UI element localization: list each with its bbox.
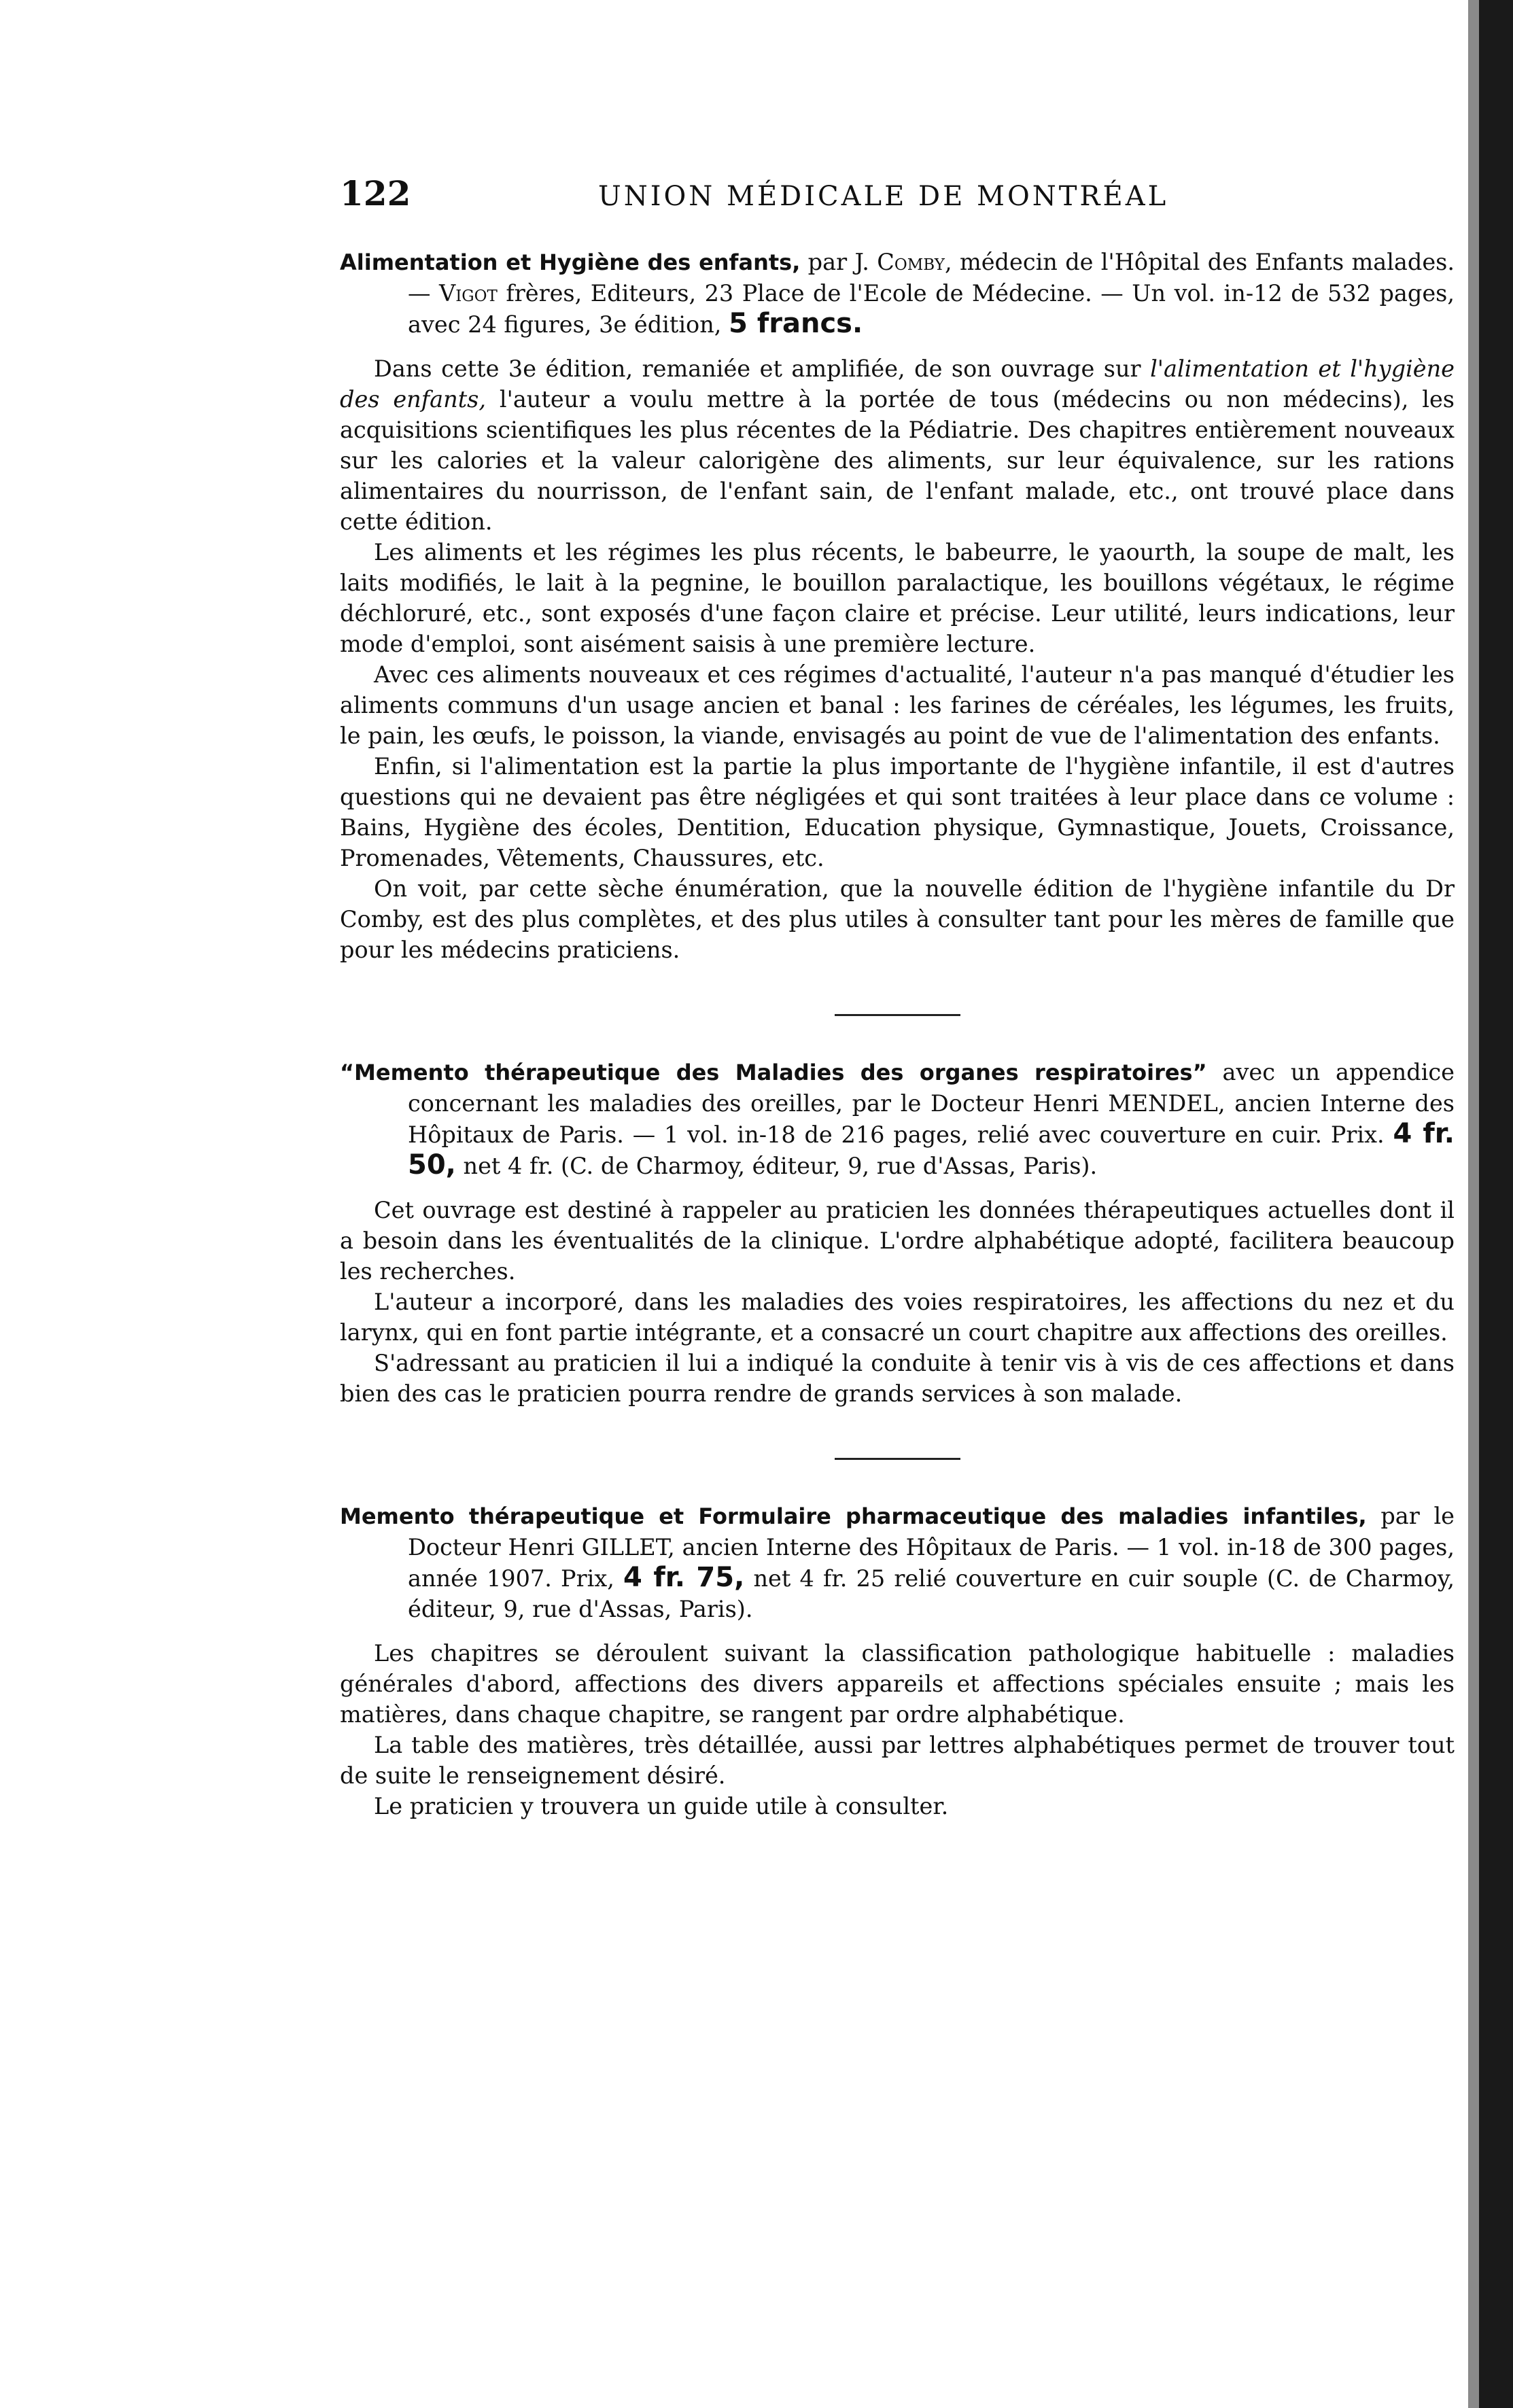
author-name: GILLET [581, 1534, 668, 1560]
review-paragraph: On voit, par cette sèche énumération, que la nouvelle édition de l'hygiène infantile du Dr Comby, est des plus complètes, et des plus utiles à consulter tant pour les mères de famille que pour les médecins praticiens. [340, 875, 1455, 963]
book-spine-edge [1468, 0, 1479, 2408]
journal-page [340, 173, 1455, 1821]
review-paragraph: Les chapitres se déroulent suivant la classification pathologique habituelle : maladies générales d'abord, affections des divers appareils et affections spéciales ensuite ; mais les matières, dans chaque chapitre, se rangent par ordre alphabétique. [340, 1640, 1455, 1728]
review-paragraph: Enfin, si l'alimentation est la partie la plus importante de l'hygiène infantile, il est d'autres questions qui ne devaient pas être négligées et qui sont traitées à leur place dans ce volume : Bains, Hygiène des écoles, Dentition, Education physique, Gymnastique, Jouets, Croissance, Promenades, Vêtements, Chaussures, etc. [340, 753, 1455, 871]
review-paragraph: Cet ouvrage est destiné à rappeler au praticien les données thérapeutiques actuelles dont il a besoin dans les éventualités de la clinique. L'ordre alphabétique adopté, facilitera beaucoup les recherches. [340, 1197, 1455, 1285]
review-paragraph: L'auteur a incorporé, dans les maladies des voies respiratoires, les affections du nez et du larynx, qui en font partie intégrante, et a consacré un court chapitre aux affections des oreilles. [340, 1289, 1455, 1346]
book-price: 4 fr. 75, [623, 1562, 745, 1593]
author-name: MENDEL [1108, 1090, 1218, 1117]
book-spine-shadow [1479, 0, 1513, 2408]
review-paragraph: Le praticien y trouvera un guide utile à consulter. [374, 1793, 949, 1819]
book-price: 5 francs. [729, 308, 863, 339]
review-citation: Alimentation et Hygiène des enfants, par J. Comby, médecin de l'Hôpital des Enfants malades. — Vigot frères, Editeurs, 23 Place de l'Ecole de Médecine. — Un vol. in-12 de 532 pages, avec 24 figures, 3e édition, 5 francs. [340, 249, 1455, 339]
review-paragraph: Dans cette 3e édition, remaniée et amplifiée, de son ouvrage sur l'alimentation et l'hygiène des enfants, l'auteur a voulu mettre à la portée de tous (médecins ou non médecins), les acquisitions scientifiques les plus récentes de la Pédiatrie. Des chapitres entièrement nouveaux sur les calories et la valeur calorigène des aliments, sur leur équivalence, sur les rations alimentaires du nourrisson, de l'enfant sain, de l'enfant malade, etc., ont trouvé place dans cette édition. [340, 355, 1455, 535]
review-paragraph: La table des matières, très détaillée, aussi par lettres alphabétiques permet de trouver tout de suite le renseignement désiré. [340, 1732, 1455, 1789]
page-header [340, 173, 1455, 234]
review-paragraph: Les aliments et les régimes les plus récents, le babeurre, le yaourth, la soupe de malt, les laits modifiés, le lait à la pegnine, le bouillon paralactique, les bouillons végétaux, le régime déchloruré, etc., sont exposés d'une façon claire et précise. Leur utilité, leurs indications, leur mode d'emploi, sont aisément saisis à une première lecture. [340, 539, 1455, 657]
publisher-name: Vigot [439, 280, 498, 307]
book-title: Memento thérapeutique et Formulaire pharmaceutique des maladies infantiles, [340, 1503, 1367, 1529]
author-name: Comby [877, 249, 945, 275]
italic-book-reference: l'alimentation et l'hygiène des enfants, [340, 355, 1455, 413]
section-divider [835, 1458, 960, 1460]
review-citation: “Memento thérapeutique des Maladies des organes respiratoires” avec un appendice concernant les maladies des oreilles, par le Docteur Henri MENDEL, ancien Interne des Hôpitaux de Paris. — 1 vol. in-18 de 216 pages, relié avec couverture en cuir. Prix. 4 fr. 50, net 4 fr. (C. de Charmoy, éditeur, 9, rue d'Assas, Paris). [340, 1059, 1455, 1181]
review-citation: Memento thérapeutique et Formulaire pharmaceutique des maladies infantiles, par le Docteur Henri GILLET, ancien Interne des Hôpitaux de Paris. — 1 vol. in-18 de 300 pages, année 1907. Prix, 4 fr. 75, net 4 fr. 25 relié couverture en cuir souple (C. de Charmoy, éditeur, 9, rue d'Assas, Paris). [340, 1503, 1455, 1622]
book-review-memento-infantiles [340, 1501, 1455, 1821]
book-price: 4 fr. 50, [408, 1118, 1455, 1181]
book-title: Alimentation et Hygiène des enfants, [340, 249, 801, 275]
review-paragraph: S'adressant au praticien il lui a indiqué la conduite à tenir vis à vis de ces affections et dans bien des cas le praticien pourra rendre de grands services à son malade. [340, 1350, 1455, 1407]
book-review-alimentation [340, 247, 1455, 965]
page-number: 122 [340, 173, 411, 213]
book-title: “Memento thérapeutique des Maladies des organes respiratoires” [340, 1060, 1207, 1085]
section-divider [835, 1014, 960, 1016]
review-paragraph: Avec ces aliments nouveaux et ces régimes d'actualité, l'auteur n'a pas manqué d'étudier les aliments communs d'un usage ancien et banal : les farines de céréales, les légumes, les fruits, le pain, les œufs, le poisson, la viande, envisagés au point de vue de l'alimentation des enfants. [340, 661, 1455, 749]
running-title: UNION MÉDICALE DE MONTRÉAL [598, 181, 1169, 212]
book-review-memento-respiratoires [340, 1057, 1455, 1409]
